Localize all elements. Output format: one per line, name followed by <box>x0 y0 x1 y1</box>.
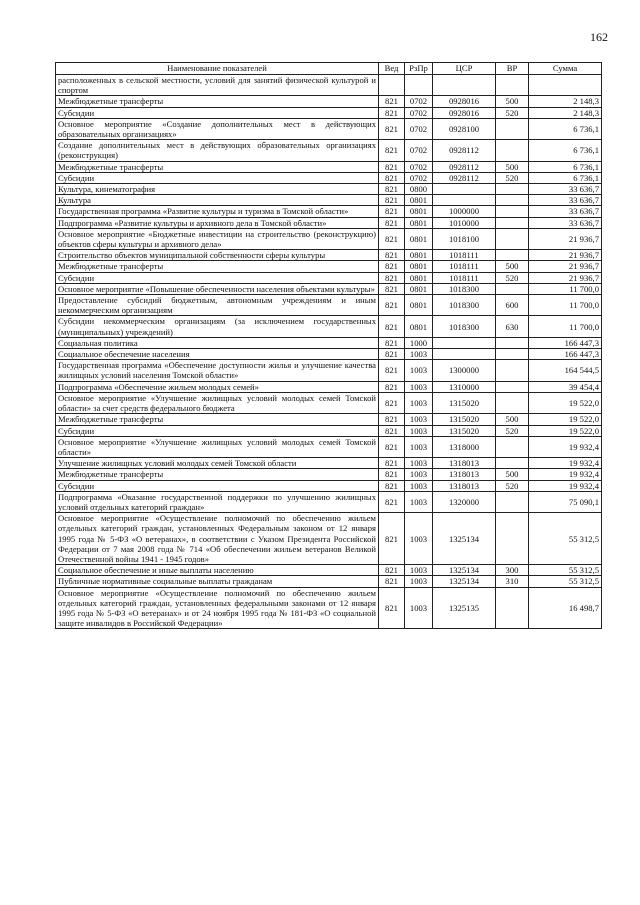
cell-rzpr: 1003 <box>405 381 433 392</box>
table-row <box>56 283 602 294</box>
cell-csr: 0928112 <box>433 172 496 183</box>
cell-rzpr <box>405 75 433 96</box>
cell-sum: 2 148,3 <box>529 96 602 107</box>
cell-csr: 1018300 <box>433 295 496 316</box>
table-row <box>56 75 602 96</box>
cell-sum: 166 447,3 <box>529 349 602 360</box>
cell-sum: 21 936,7 <box>529 250 602 261</box>
cell-name: Публичные нормативные социальные выплаты гражданам <box>56 576 379 587</box>
table-row <box>56 96 602 107</box>
cell-rzpr: 0801 <box>405 228 433 249</box>
cell-sum: 11 700,0 <box>529 283 602 294</box>
cell-name: Строительство объектов муниципальной собственности сферы культуры <box>56 250 379 261</box>
cell-csr: 1018111 <box>433 250 496 261</box>
cell-sum <box>529 75 602 96</box>
cell-name: Создание дополнительных мест в действующих образовательных организациях (реконструкция) <box>56 140 379 161</box>
cell-sum: 55 312,5 <box>529 576 602 587</box>
cell-name: Подпрограмма «Оказание государственной поддержки по улучшению жилищных условий отдельных категорий граждан» <box>56 491 379 512</box>
table-row <box>56 480 602 491</box>
cell-csr: 1325134 <box>433 565 496 576</box>
table-row <box>56 228 602 249</box>
cell-rzpr: 0702 <box>405 140 433 161</box>
cell-sum: 21 936,7 <box>529 228 602 249</box>
cell-vr: 520 <box>496 172 529 183</box>
cell-vr <box>496 195 529 206</box>
cell-name: Социальное обеспечение и иные выплаты населению <box>56 565 379 576</box>
cell-ved: 821 <box>379 272 405 283</box>
cell-vr <box>496 250 529 261</box>
cell-csr: 1010000 <box>433 217 496 228</box>
cell-sum: 21 936,7 <box>529 272 602 283</box>
table-row <box>56 161 602 172</box>
cell-sum: 164 544,5 <box>529 360 602 381</box>
cell-ved: 821 <box>379 587 405 629</box>
table-row <box>56 414 602 425</box>
cell-vr <box>496 360 529 381</box>
table-row <box>56 316 602 337</box>
cell-csr <box>433 75 496 96</box>
cell-name: Предоставление субсидий бюджетным, автономным учреждениям и иным некоммерческим организациям <box>56 295 379 316</box>
header-ved: Вед <box>379 63 405 75</box>
cell-rzpr: 1003 <box>405 480 433 491</box>
cell-sum: 19 522,0 <box>529 392 602 413</box>
cell-name: Культура, кинематография <box>56 184 379 195</box>
cell-sum: 21 936,7 <box>529 261 602 272</box>
cell-rzpr: 0702 <box>405 96 433 107</box>
table-row <box>56 184 602 195</box>
cell-name: Субсидии некоммерческим организациям (за исключением государственных (муниципальных) учреждений) <box>56 316 379 337</box>
cell-ved: 821 <box>379 107 405 118</box>
cell-ved: 821 <box>379 414 405 425</box>
table-row <box>56 513 602 565</box>
cell-rzpr: 1003 <box>405 587 433 629</box>
cell-name: Субсидии <box>56 480 379 491</box>
table-row <box>56 118 602 139</box>
cell-sum: 33 636,7 <box>529 206 602 217</box>
cell-ved: 821 <box>379 491 405 512</box>
cell-name: Межбюджетные трансферты <box>56 261 379 272</box>
cell-name: Социальная политика <box>56 337 379 348</box>
cell-sum: 11 700,0 <box>529 316 602 337</box>
header-vr: ВР <box>496 63 529 75</box>
cell-name: Улучшение жилищных условий молодых семей Томской области <box>56 458 379 469</box>
cell-csr: 1315020 <box>433 392 496 413</box>
cell-name: Основное мероприятие «Осуществление полномочий по обеспечению жильем отдельных категорий граждан, установленных федеральными законами от 12 января 1995 года № 5-ФЗ «О ветеранах» и от 24 ноября 1995 года № 181-ФЗ «О социальной защите инвалидов в Российской Федерации» <box>56 587 379 629</box>
table-row <box>56 458 602 469</box>
cell-csr <box>433 195 496 206</box>
table-row <box>56 295 602 316</box>
cell-csr: 1018111 <box>433 261 496 272</box>
cell-csr: 1315020 <box>433 425 496 436</box>
cell-ved: 821 <box>379 360 405 381</box>
cell-name: Субсидии <box>56 107 379 118</box>
cell-csr: 1315020 <box>433 414 496 425</box>
cell-name: Культура <box>56 195 379 206</box>
cell-vr: 520 <box>496 425 529 436</box>
cell-sum: 19 932,4 <box>529 458 602 469</box>
cell-sum: 166 447,3 <box>529 337 602 348</box>
cell-ved: 821 <box>379 436 405 457</box>
cell-sum: 33 636,7 <box>529 217 602 228</box>
cell-name: Межбюджетные трансферты <box>56 469 379 480</box>
cell-name: Основное мероприятие «Повышение обеспеченности населения объектами культуры» <box>56 283 379 294</box>
cell-vr <box>496 458 529 469</box>
cell-sum: 2 148,3 <box>529 107 602 118</box>
cell-csr: 1318013 <box>433 458 496 469</box>
cell-ved: 821 <box>379 118 405 139</box>
cell-sum: 55 312,5 <box>529 513 602 565</box>
header-csr: ЦСР <box>433 63 496 75</box>
cell-vr: 520 <box>496 480 529 491</box>
cell-sum: 19 522,0 <box>529 425 602 436</box>
header-name: Наименование показателей <box>56 63 379 75</box>
cell-rzpr: 0801 <box>405 261 433 272</box>
cell-csr: 0928100 <box>433 118 496 139</box>
cell-name: Основное мероприятие «Осуществление полномочий по обеспечению жильем отдельных категорий граждан, установленных Федеральным законом от 12 января 1995 года № 5-ФЗ «О ветеранах», в соответствии с Указом Президента Российской Федерации от 7 мая 2008 года № 714 «Об обеспечении жильем ветеранов Великой Отечественной войны 1941 - 1945 годов» <box>56 513 379 565</box>
cell-ved: 821 <box>379 316 405 337</box>
table-row <box>56 565 602 576</box>
cell-rzpr: 1003 <box>405 458 433 469</box>
table-row <box>56 195 602 206</box>
table-row <box>56 576 602 587</box>
cell-csr: 1018100 <box>433 228 496 249</box>
cell-sum: 6 736,1 <box>529 161 602 172</box>
cell-name: Подпрограмма «Обеспечение жильем молодых семей» <box>56 381 379 392</box>
cell-vr <box>496 228 529 249</box>
cell-rzpr: 0801 <box>405 272 433 283</box>
page-number: 162 <box>590 30 608 44</box>
cell-rzpr: 0800 <box>405 184 433 195</box>
cell-ved: 821 <box>379 161 405 172</box>
cell-ved: 821 <box>379 261 405 272</box>
cell-ved: 821 <box>379 250 405 261</box>
cell-vr: 630 <box>496 316 529 337</box>
table-row <box>56 425 602 436</box>
table-row <box>56 206 602 217</box>
cell-sum: 33 636,7 <box>529 195 602 206</box>
cell-rzpr: 0801 <box>405 195 433 206</box>
cell-vr: 500 <box>496 96 529 107</box>
cell-vr <box>496 392 529 413</box>
cell-vr <box>496 436 529 457</box>
cell-vr: 520 <box>496 272 529 283</box>
table-row <box>56 491 602 512</box>
cell-vr <box>496 349 529 360</box>
cell-name: Межбюджетные трансферты <box>56 161 379 172</box>
cell-vr <box>496 337 529 348</box>
cell-vr: 520 <box>496 107 529 118</box>
cell-vr <box>496 587 529 629</box>
cell-ved: 821 <box>379 513 405 565</box>
cell-csr: 1300000 <box>433 360 496 381</box>
cell-rzpr: 0801 <box>405 295 433 316</box>
cell-vr: 300 <box>496 565 529 576</box>
cell-vr: 500 <box>496 469 529 480</box>
cell-sum: 11 700,0 <box>529 295 602 316</box>
cell-sum: 6 736,1 <box>529 172 602 183</box>
cell-vr <box>496 118 529 139</box>
table-row <box>56 140 602 161</box>
cell-csr: 1018111 <box>433 272 496 283</box>
cell-sum: 39 454,4 <box>529 381 602 392</box>
table-body <box>56 75 602 629</box>
cell-rzpr: 0801 <box>405 217 433 228</box>
header-row <box>56 63 602 75</box>
cell-vr <box>496 381 529 392</box>
cell-csr: 1325134 <box>433 513 496 565</box>
cell-vr <box>496 513 529 565</box>
cell-csr: 1000000 <box>433 206 496 217</box>
cell-name: Основное мероприятие «Улучшение жилищных условий молодых семей Томской области» <box>56 436 379 457</box>
cell-ved: 821 <box>379 381 405 392</box>
cell-csr: 1325134 <box>433 576 496 587</box>
cell-sum: 33 636,7 <box>529 184 602 195</box>
cell-csr <box>433 337 496 348</box>
cell-rzpr: 1003 <box>405 565 433 576</box>
cell-ved: 821 <box>379 480 405 491</box>
cell-ved: 821 <box>379 140 405 161</box>
table-row <box>56 436 602 457</box>
cell-name: Субсидии <box>56 272 379 283</box>
header-sum: Сумма <box>529 63 602 75</box>
table-row <box>56 261 602 272</box>
cell-rzpr: 1000 <box>405 337 433 348</box>
cell-ved: 821 <box>379 458 405 469</box>
cell-ved: 821 <box>379 228 405 249</box>
cell-sum: 19 932,4 <box>529 480 602 491</box>
cell-vr <box>496 206 529 217</box>
cell-rzpr: 0801 <box>405 206 433 217</box>
table-row <box>56 360 602 381</box>
cell-csr: 1325135 <box>433 587 496 629</box>
cell-ved: 821 <box>379 565 405 576</box>
cell-sum: 55 312,5 <box>529 565 602 576</box>
table-row <box>56 337 602 348</box>
cell-sum: 6 736,1 <box>529 118 602 139</box>
cell-csr: 0928016 <box>433 107 496 118</box>
cell-sum: 19 522,0 <box>529 414 602 425</box>
cell-rzpr: 1003 <box>405 469 433 480</box>
cell-vr <box>496 217 529 228</box>
cell-ved: 821 <box>379 206 405 217</box>
cell-csr: 1018300 <box>433 316 496 337</box>
cell-ved: 821 <box>379 195 405 206</box>
cell-name: Государственная программа «Развитие культуры и туризма в Томской области» <box>56 206 379 217</box>
cell-rzpr: 1003 <box>405 392 433 413</box>
cell-rzpr: 0801 <box>405 250 433 261</box>
cell-rzpr: 1003 <box>405 414 433 425</box>
cell-sum: 19 932,4 <box>529 436 602 457</box>
table-row <box>56 272 602 283</box>
cell-ved: 821 <box>379 425 405 436</box>
cell-rzpr: 1003 <box>405 425 433 436</box>
cell-vr: 500 <box>496 414 529 425</box>
cell-rzpr: 1003 <box>405 349 433 360</box>
cell-ved: 821 <box>379 96 405 107</box>
table-row <box>56 217 602 228</box>
table-row <box>56 107 602 118</box>
cell-ved: 821 <box>379 184 405 195</box>
cell-csr: 0928112 <box>433 161 496 172</box>
cell-name: Межбюджетные трансферты <box>56 414 379 425</box>
cell-vr: 500 <box>496 261 529 272</box>
cell-name: Социальное обеспечение населения <box>56 349 379 360</box>
cell-csr: 1320000 <box>433 491 496 512</box>
cell-csr: 1318013 <box>433 480 496 491</box>
cell-ved: 821 <box>379 217 405 228</box>
table-header <box>56 63 602 75</box>
table-row <box>56 469 602 480</box>
cell-csr: 1318013 <box>433 469 496 480</box>
cell-ved: 821 <box>379 469 405 480</box>
table-row <box>56 392 602 413</box>
cell-rzpr: 0702 <box>405 172 433 183</box>
table-row <box>56 250 602 261</box>
header-rzpr: РзПр <box>405 63 433 75</box>
cell-ved: 821 <box>379 172 405 183</box>
cell-name: расположенных в сельской местности, условий для занятий физической культурой и спортом <box>56 75 379 96</box>
table-row <box>56 349 602 360</box>
cell-vr <box>496 184 529 195</box>
cell-vr: 600 <box>496 295 529 316</box>
cell-name: Субсидии <box>56 172 379 183</box>
cell-csr <box>433 349 496 360</box>
cell-name: Государственная программа «Обеспечение доступности жилья и улучшение качества жилищных условий населения Томской области» <box>56 360 379 381</box>
cell-rzpr: 1003 <box>405 360 433 381</box>
cell-name: Основное мероприятие «Улучшение жилищных условий молодых семей Томской области» за счет средств федерального бюджета <box>56 392 379 413</box>
cell-ved: 821 <box>379 576 405 587</box>
cell-csr: 1018300 <box>433 283 496 294</box>
cell-rzpr: 0702 <box>405 107 433 118</box>
cell-rzpr: 1003 <box>405 491 433 512</box>
cell-ved: 821 <box>379 349 405 360</box>
cell-sum: 6 736,1 <box>529 140 602 161</box>
cell-rzpr: 0702 <box>405 161 433 172</box>
cell-name: Основное мероприятие «Создание дополнительных мест в действующих образовательных организациях» <box>56 118 379 139</box>
cell-ved <box>379 75 405 96</box>
cell-sum: 19 932,4 <box>529 469 602 480</box>
cell-vr <box>496 283 529 294</box>
cell-name: Субсидии <box>56 425 379 436</box>
cell-vr <box>496 491 529 512</box>
table-row <box>56 172 602 183</box>
cell-vr: 500 <box>496 161 529 172</box>
cell-ved: 821 <box>379 283 405 294</box>
cell-name: Межбюджетные трансферты <box>56 96 379 107</box>
cell-vr <box>496 140 529 161</box>
cell-ved: 821 <box>379 295 405 316</box>
cell-rzpr: 1003 <box>405 576 433 587</box>
cell-name: Подпрограмма «Развитие культуры и архивного дела в Томской области» <box>56 217 379 228</box>
budget-table <box>55 62 602 629</box>
cell-csr: 0928112 <box>433 140 496 161</box>
cell-sum: 16 498,7 <box>529 587 602 629</box>
table-row <box>56 587 602 629</box>
cell-rzpr: 1003 <box>405 513 433 565</box>
cell-rzpr: 0801 <box>405 283 433 294</box>
cell-name: Основное мероприятие «Бюджетные инвестиции на строительство (реконструкцию) объектов сферы культуры и архивного дела» <box>56 228 379 249</box>
cell-sum: 75 090,1 <box>529 491 602 512</box>
cell-rzpr: 1003 <box>405 436 433 457</box>
cell-csr: 1318000 <box>433 436 496 457</box>
cell-rzpr: 0702 <box>405 118 433 139</box>
cell-csr: 0928016 <box>433 96 496 107</box>
cell-csr <box>433 184 496 195</box>
cell-ved: 821 <box>379 337 405 348</box>
cell-rzpr: 0801 <box>405 316 433 337</box>
table-row <box>56 381 602 392</box>
cell-csr: 1310000 <box>433 381 496 392</box>
cell-vr <box>496 75 529 96</box>
cell-vr: 310 <box>496 576 529 587</box>
cell-ved: 821 <box>379 392 405 413</box>
